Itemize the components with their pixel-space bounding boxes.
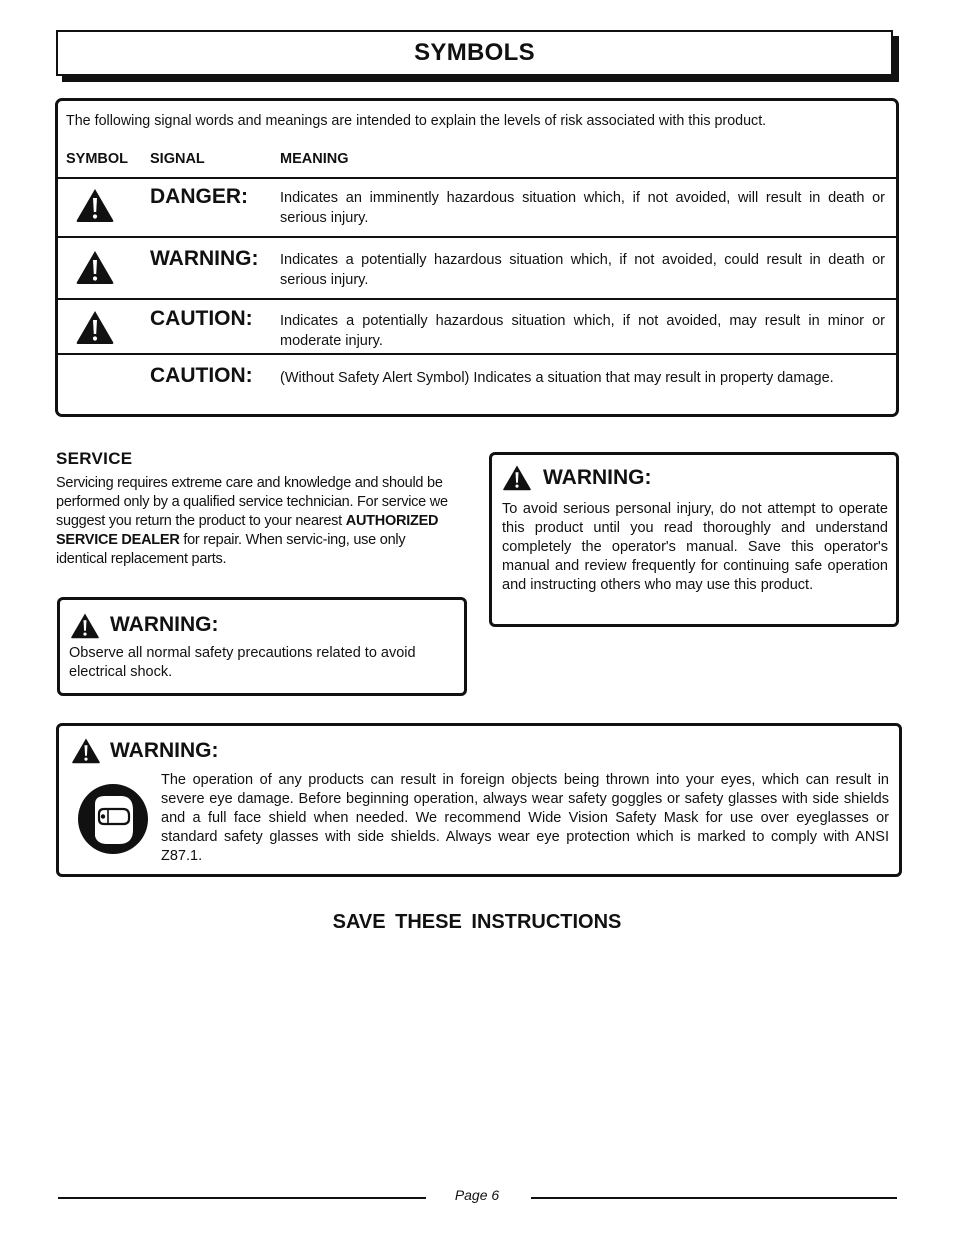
- warning-shock-text: Observe all normal safety precautions related to avoid electrical shock.: [69, 645, 416, 680]
- warning-heading: WARNING:: [110, 739, 219, 762]
- signal-danger: DANGER:: [150, 185, 248, 208]
- meaning-caution-no-symbol: (Without Safety Alert Symbol) Indicates a situation that may result in property damage.: [280, 370, 834, 386]
- column-header-meaning: MEANING: [280, 151, 349, 167]
- symbols-table: [55, 98, 899, 417]
- signal-caution-no-symbol: CAUTION:: [150, 364, 253, 387]
- service-text-part: for repair. When servic-ing, use only identical replacement parts.: [56, 532, 406, 567]
- service-text: [56, 474, 460, 569]
- meaning-warning: Indicates a potentially hazardous situation which, if not avoided, could result in death or serious injury.: [280, 252, 885, 288]
- safety-alert-triangle-icon: [75, 309, 115, 345]
- service-text-part: Servicing requires extreme care and knowledge and should be performed only by a qualified service technician. For service we suggest you return the product to your nearest: [56, 475, 448, 529]
- row-divider: [58, 236, 896, 238]
- safety-alert-triangle-icon: [502, 464, 532, 491]
- safety-alert-triangle-icon: [71, 737, 101, 764]
- warning-manual-text: To avoid serious personal injury, do not attempt to operate this product until you read thoroughly and understand completely the operator's manual. Save this operator's manual and review frequently for continuing safe operation and instructing others who may use this product.: [502, 501, 888, 593]
- page-title: SYMBOLS: [414, 39, 535, 66]
- service-heading: SERVICE: [56, 449, 133, 468]
- warning-heading: WARNING:: [543, 466, 652, 489]
- warning-eye-text: The operation of any products can result in foreign objects being thrown into your eyes, which can result in severe eye damage. Before beginning operation, always wear safety goggles or safety glasses with side shields and a full face shield when needed. We recommend Wide Vision Safety Mask for use over eyeglasses or standard safety glasses with side shields. Always wear eye protection which is marked to comply with ANSI Z87.1.: [161, 772, 889, 864]
- meaning-caution: Indicates a potentially hazardous situation which, if not avoided, may result in minor or moderate injury.: [280, 313, 885, 349]
- warning-eye-box: [56, 723, 902, 877]
- row-divider: [58, 177, 896, 179]
- safety-alert-triangle-icon: [75, 187, 115, 223]
- meaning-danger: Indicates an imminently hazardous situation which, if not avoided, will result in death or serious injury.: [280, 190, 885, 226]
- row-divider: [58, 298, 896, 300]
- column-header-signal: SIGNAL: [150, 151, 205, 167]
- save-instructions-heading: SAVE THESE INSTRUCTIONS: [332, 911, 622, 933]
- service-dealer-emphasis: AUTHORIZED SERVICE DEALER: [56, 513, 439, 548]
- eye-protection-icon: [77, 782, 149, 856]
- page-number: Page 6: [454, 1187, 500, 1203]
- row-divider: [58, 353, 896, 355]
- symbols-intro: The following signal words and meanings are intended to explain the levels of risk associated with this product.: [66, 113, 767, 129]
- warning-heading: WARNING:: [110, 613, 219, 636]
- warning-manual-box: [489, 452, 899, 627]
- page-title-box: [56, 30, 893, 76]
- warning-shock-box: [57, 597, 467, 696]
- signal-caution: CAUTION:: [150, 307, 253, 330]
- safety-alert-triangle-icon: [70, 612, 100, 639]
- signal-warning: WARNING:: [150, 247, 259, 270]
- safety-alert-triangle-icon: [75, 249, 115, 285]
- column-header-symbol: SYMBOL: [66, 151, 129, 167]
